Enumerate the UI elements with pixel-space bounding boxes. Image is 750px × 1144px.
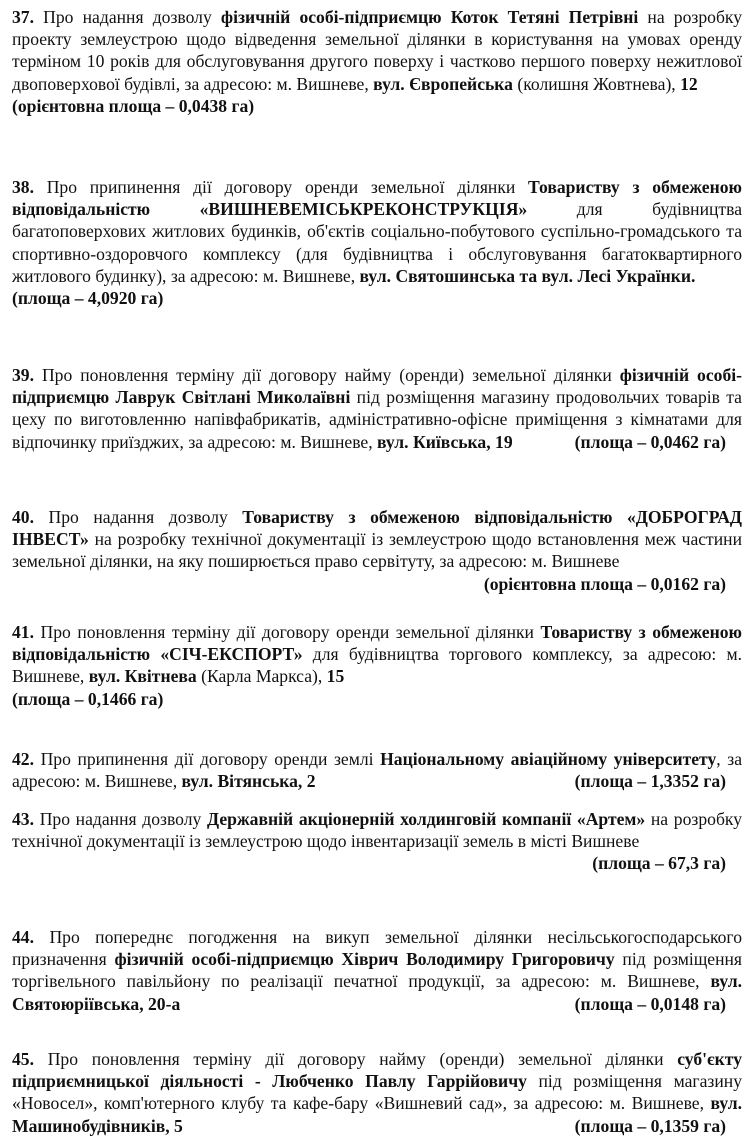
street-address: вул. Машинобудівників, 5: [12, 1093, 742, 1136]
decision-item-43: [12, 808, 742, 926]
item-number: 37.: [12, 7, 34, 27]
street-address: вул. Київська, 19: [377, 431, 513, 452]
applicant-name: Товариству з обмеженою відповідальністю «ВИШНЕВЕМІСЬКРЕКОНСТРУКЦІЯ»: [12, 177, 742, 220]
item-text: [12, 176, 742, 287]
house-number: 12: [680, 73, 698, 94]
item-text-part: (Карла Маркса),: [196, 666, 327, 687]
decision-item-42: [12, 748, 742, 808]
area-value: (орієнтовна площа – 0,0162 га): [483, 573, 726, 594]
decision-item-44: [12, 926, 742, 1048]
item-text-part: під розміщення магазину продовольчих товарів та цеху по виготовленню напівфабрикатів, адміністративно-офісне приміщення з кімнатами для відпочинку приїзджих, за адресою: м. Вишневе,: [12, 387, 742, 452]
applicant-name: Державній акціонерній холдинговій компанії «Артем»: [207, 809, 646, 829]
item-text-part: на розробку проекту землеустрою щодо відведення земельної ділянки в користування на умовах оренду терміном 10 років для обслуговування другого поверху і частково першого поверху нежитлової двоповерхової будівлі, за адресою: м. Вишневе,: [12, 7, 742, 94]
item-text-part: Про надання дозволу: [34, 507, 243, 527]
decision-item-45: [12, 1048, 742, 1137]
item-text-part: під розміщення торгівельного павільйону по реалізації печатної продукції, за адресою: м. Вишневе,: [12, 949, 743, 992]
item-text-part: Про надання дозволу: [34, 7, 221, 27]
item-number: 42.: [12, 749, 34, 769]
item-number: 41.: [12, 622, 34, 642]
street-address: вул. Святоюріївська, 20-а: [12, 971, 742, 1014]
item-text: [12, 364, 742, 453]
street-address: вул. Святошинська та вул. Лесі Українки.: [359, 265, 696, 286]
item-number: 45.: [12, 1049, 34, 1069]
item-text-part: під розміщення магазину «Новосел», комп'ютерного клубу та кафе-бару «Вишневий сад», за адресою: м. Вишневе,: [12, 1071, 742, 1114]
item-text-part: , за адресою: м. Вишневе,: [12, 749, 743, 792]
area-value: (площа – 0,1466 га): [12, 688, 164, 709]
item-number: 40.: [12, 507, 34, 527]
applicant-name: фізичній особі-підприємцю Лаврук Світлані Миколаївні: [12, 365, 742, 408]
item-text-part: Про попереднє погодження на викуп земельної ділянки несільськогосподарського призначення: [12, 927, 742, 970]
decision-item-41: [12, 621, 742, 748]
applicant-name: Національному авіаційному університету: [380, 749, 717, 769]
decision-item-38: [12, 176, 742, 364]
decision-item-37: [12, 6, 742, 176]
item-text-part: для будівництва багатоповерхових житлових будинків, об'єктів соціально-побутового суспільно-громадського та спортивно-оздоровчого комплексу (для будівництва і обслуговування багатоквартирного житлового будинку), за адресою: м. Вишневе,: [12, 199, 742, 286]
item-number: 39.: [12, 365, 34, 385]
item-text-part: (колишня Жовтнева),: [512, 73, 681, 94]
applicant-name: Товариству з обмеженою відповідальністю «СІЧ-ЕКСПОРТ»: [12, 622, 742, 665]
street-address: вул. Вітянська, 2: [181, 771, 316, 792]
item-text-part: Про припинення дії договору оренди землі: [34, 749, 381, 769]
applicant-name: суб'єкту підприємницької діяльності - Любченко Павлу Гаррійовичу: [12, 1049, 742, 1092]
area-value: (площа – 4,0920 га): [12, 288, 164, 309]
applicant-name: фізичній особі-підприємцю Хіврич Володимиру Григоровичу: [114, 949, 615, 970]
item-text-part: Про поновлення терміну дії договору оренди земельної ділянки: [34, 622, 541, 642]
item-text: [12, 808, 742, 874]
area-value: (площа – 67,3 га): [592, 853, 726, 874]
item-text-part: для будівництва торгового комплексу, за адресою: м. Вишневе,: [12, 644, 742, 687]
item-text-part: Про надання дозволу: [34, 809, 207, 829]
item-text: [12, 6, 742, 95]
decision-item-39: [12, 364, 742, 506]
area-value: (площа – 0,0148 га): [574, 993, 726, 1014]
item-text-part: на розробку технічної документації із землеустрою щодо інвентаризації земель в місті Вишневе: [12, 809, 742, 852]
area-value: (площа – 0,0462 га): [574, 431, 726, 452]
item-number: 44.: [12, 927, 34, 947]
area-value: (орієнтовна площа – 0,0438 га): [12, 95, 255, 116]
street-address: вул. Квітнева: [88, 666, 197, 687]
area-value: (площа – 1,3352 га): [574, 771, 726, 792]
applicant-name: фізичній особі-підприємцю Коток Тетяні Петрівні: [220, 7, 639, 27]
item-text-part: Про припинення дії договору оренди земельної ділянки: [34, 177, 529, 197]
item-text: [12, 506, 743, 594]
item-text: [12, 1048, 742, 1137]
item-text: [12, 748, 742, 792]
house-number: 15: [326, 666, 345, 687]
item-text: [12, 926, 742, 1015]
item-number: 38.: [12, 177, 34, 197]
item-text-part: Про поновлення терміну дії договору найму (оренди) земельної ділянки: [34, 1049, 678, 1069]
item-text-part: Про поновлення терміну дії договору найму (оренди) земельної ділянки: [34, 365, 620, 385]
area-value: (площа – 0,1359 га): [574, 1115, 726, 1136]
item-text: [12, 621, 742, 688]
decision-item-40: [12, 506, 742, 621]
street-address: вул. Європейська: [373, 73, 513, 94]
applicant-name: Товариству з обмеженою відповідальністю «ДОБРОГРАД ІНВЕСТ»: [12, 507, 743, 550]
item-text-part: на розробку технічної документації із землеустрою щодо встановлення меж частини земельної ділянки, на яку поширюється право сервітуту, за адресою: м. Вишневе: [12, 529, 742, 572]
item-number: 43.: [12, 809, 34, 829]
